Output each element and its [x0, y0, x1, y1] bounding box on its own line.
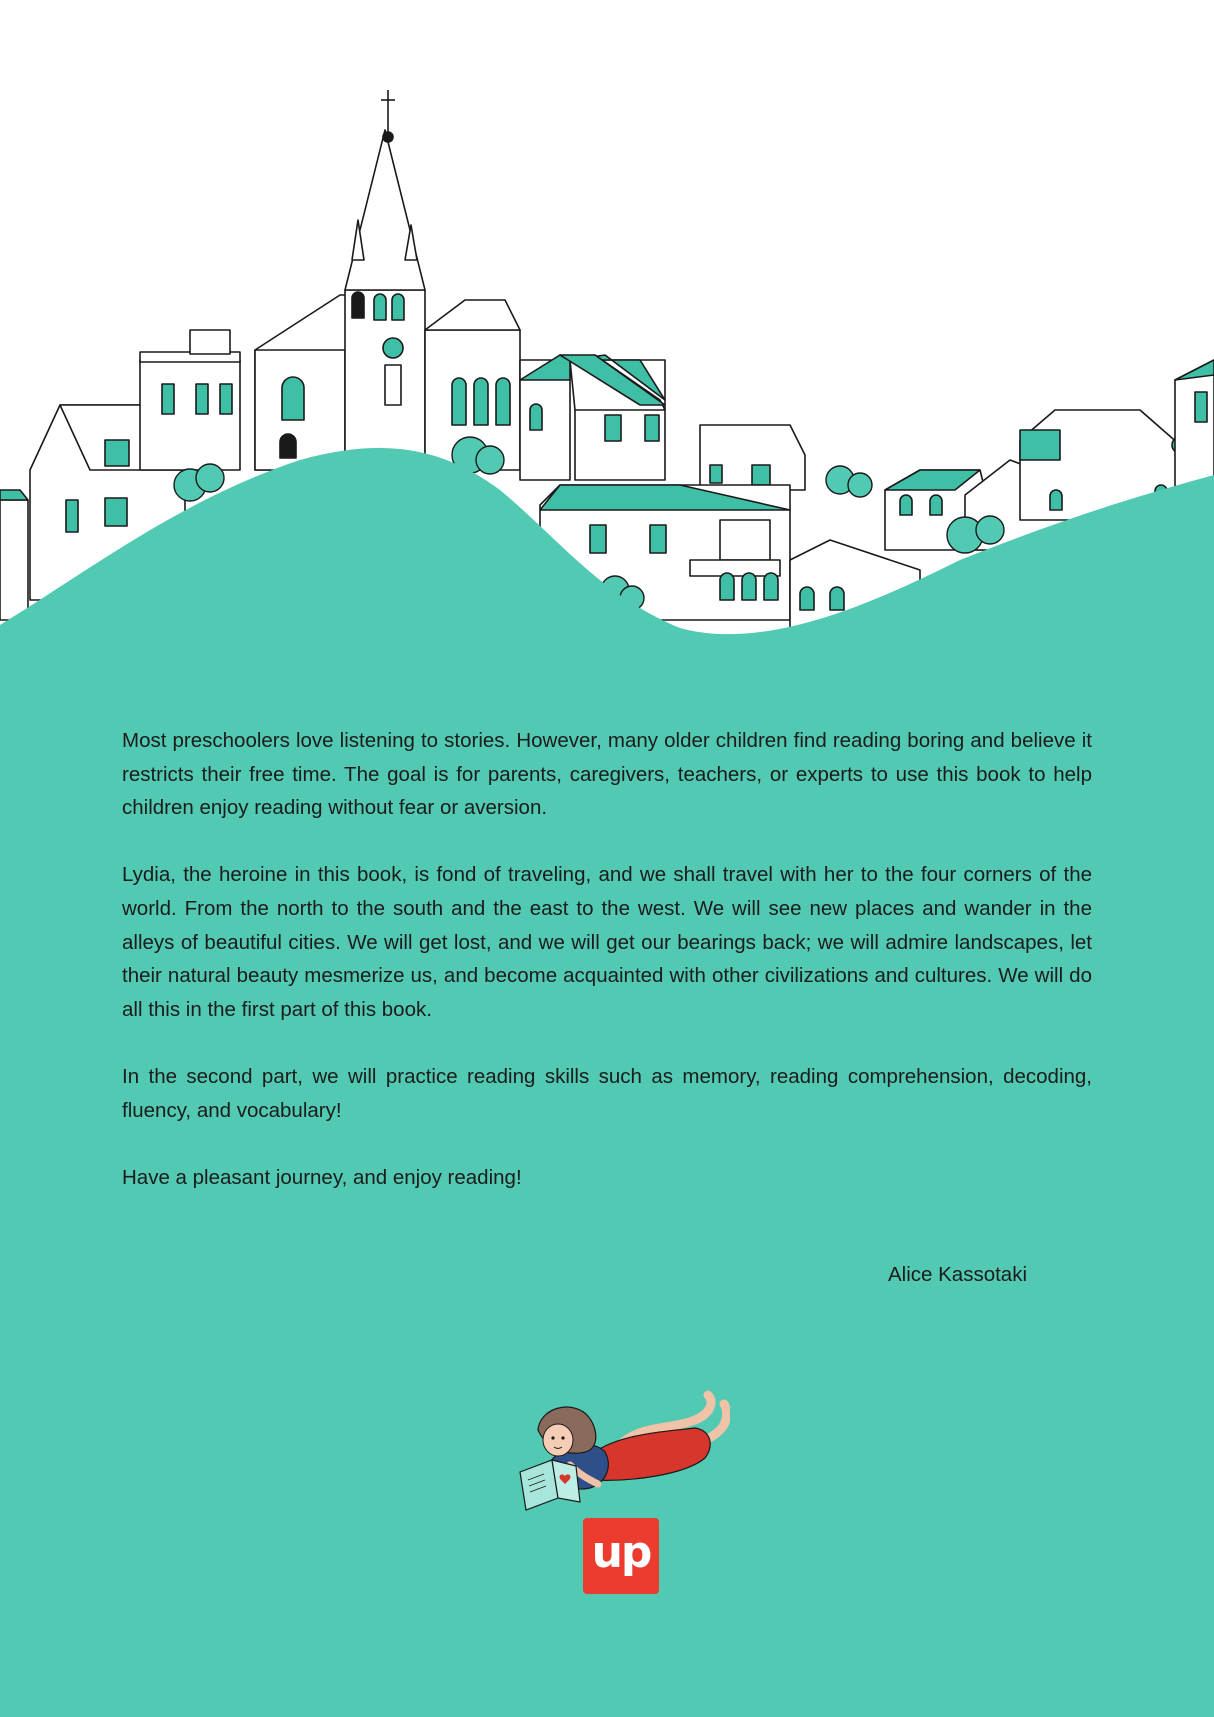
intro-paragraph: Have a pleasant journey, and enjoy reading! [122, 1165, 522, 1189]
author-signature: Alice Kassotaki [888, 1263, 1028, 1286]
up-publisher-logo [583, 1518, 659, 1594]
intro-text [122, 724, 1092, 1228]
intro-paragraph: Most preschoolers love listening to stories. However, many older children find reading boring and believe it restricts their free time. The goal is for parents, caregivers, teachers, or experts to use this book to help children enjoy reading without fear or aversion. [122, 729, 1092, 820]
girl-reading-book-illustration [510, 1380, 730, 1515]
town-skyline-illustration [0, 0, 1214, 700]
logo-text: up [591, 1527, 651, 1578]
intro-paragraph: In the second part, we will practice reading skills such as memory, reading comprehension, decoding, fluency, and vocabulary! [122, 1064, 1092, 1122]
intro-paragraph: Lydia, the heroine in this book, is fond of traveling, and we shall travel with her to the four corners of the world. From the north to the south and the east to the west. We will see new places and wander in the alleys of beautiful cities. We will get lost, and we will get our bearings back; we will admire landscapes, let their natural beauty mesmerize us, and become acquainted with other civilizations and cultures. We will do all this in the first part of this book. [122, 863, 1092, 1021]
